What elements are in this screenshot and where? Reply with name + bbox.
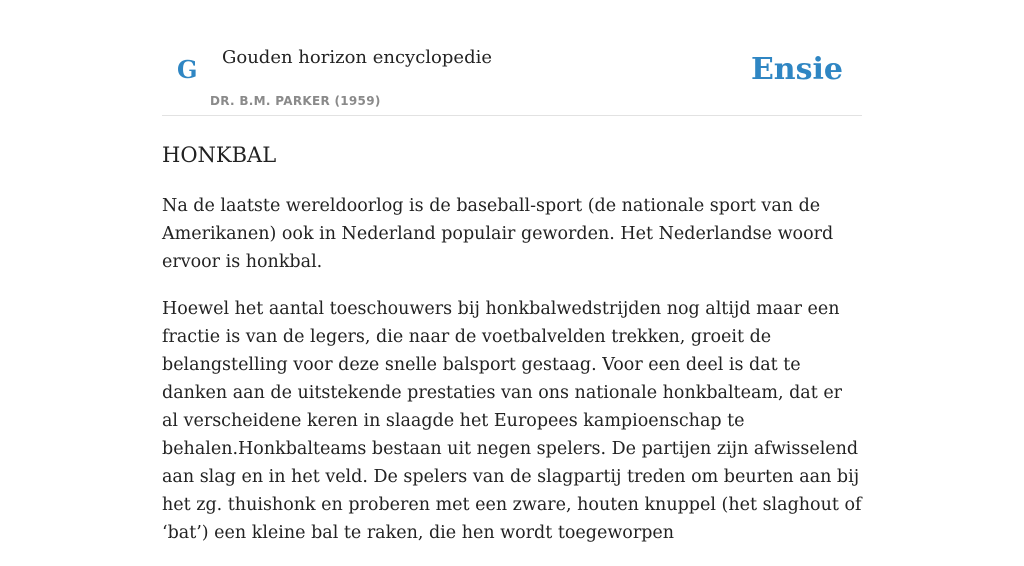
book-title-link[interactable]: Gouden horizon encyclopedie [222,47,492,68]
ensie-logo[interactable]: Ensie [750,52,843,87]
book-logo-icon[interactable]: G [177,55,198,84]
header [162,0,862,116]
article-body [162,192,862,566]
article-paragraph: Hoewel het aantal toeschouwers bij honkbalwedstrijden nog altijd maar een fractie is van de legers, die naar de voetbalvelden trekken, groeit de belangstelling voor deze snelle balsport gestaag. Voor een deel is dat te danken aan de uitstekende prestaties van ons nationale honkbalteam, dat er al verscheidene keren in slaagde het Europees kampioenschap te behalen.Honkbalteams bestaan uit negen spelers. De partijen zijn afwisselend aan slag en in het veld. De spelers van de slagpartij treden om beurten aan bij het zg. thuishonk en proberen met een zware, houten knuppel (het slaghout of ‘bat’) een kleine bal te raken, die hen wordt toegeworpen [162,299,862,543]
article-title: HONKBAL [162,143,277,167]
article-paragraph: Na de laatste wereldoorlog is de baseball-sport (de nationale sport van de Amerikanen) ook in Nederland populair geworden. Het Nederlandse woord ervoor is honkbal. [162,196,834,272]
book-author: DR. B.M. PARKER (1959) [210,94,381,108]
